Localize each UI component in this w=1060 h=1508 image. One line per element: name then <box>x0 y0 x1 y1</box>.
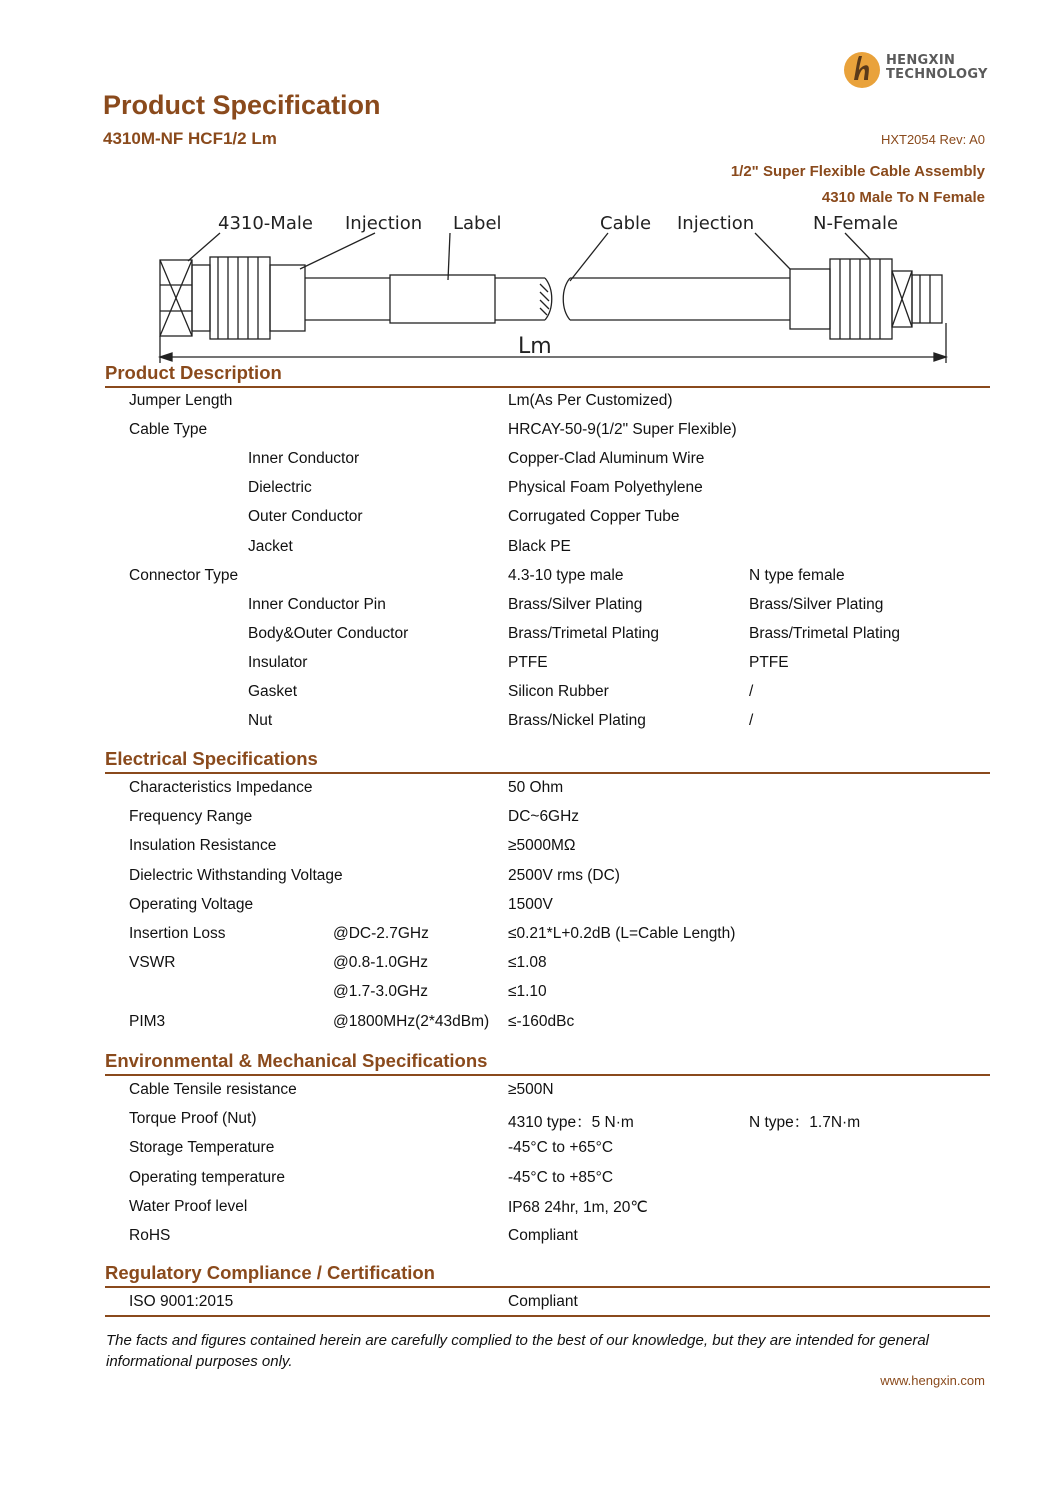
spec-label: PIM3 <box>129 1012 166 1030</box>
spec-label: Connector Type <box>129 566 239 584</box>
spec-label: Body&Outer Conductor <box>248 624 409 642</box>
cable-right <box>563 278 790 320</box>
table-row <box>0 1227 1060 1249</box>
table-row <box>0 508 1060 530</box>
spec-label: Gasket <box>248 683 298 700</box>
spec-value: Lm(As Per Customized) <box>508 392 673 409</box>
table-row <box>0 1081 1060 1103</box>
spec-label: Operating Voltage <box>129 895 254 913</box>
table-row <box>0 1110 1060 1132</box>
table-row <box>0 654 1060 676</box>
spec-condition: @DC-2.7GHz <box>333 925 429 942</box>
spec-label: Frequency Range <box>129 808 253 826</box>
spec-condition: @0.8-1.0GHz <box>333 954 428 972</box>
document-revision: HXT2054 Rev: A0 <box>880 132 985 147</box>
table-row <box>0 712 1060 734</box>
spec-label: Torque Proof (Nut) <box>129 1110 257 1128</box>
leader-line <box>845 233 870 259</box>
label-injection-left: Injection <box>345 213 423 234</box>
company-logo <box>842 48 987 92</box>
table-row <box>0 954 1060 976</box>
section-environmental-mechanical: Environmental & Mechanical Specifications <box>105 1050 990 1076</box>
leader-line <box>300 233 375 269</box>
cable-assembly-drawing <box>100 205 980 370</box>
spec-value: DC~6GHz <box>508 808 580 826</box>
spec-label: Insertion Loss <box>129 925 226 942</box>
spec-label: Jumper Length <box>129 392 233 409</box>
spec-value: ≤0.21*L+0.2dB (L=Cable Length) <box>508 925 736 942</box>
spec-value: 1500V <box>508 895 553 913</box>
table-row <box>0 421 1060 443</box>
model-number: 4310M-NF HCF1/2 Lm <box>103 129 277 148</box>
spec-value-secondary: Brass/Silver Plating <box>749 595 884 613</box>
table-row <box>0 779 1060 801</box>
spec-label: VSWR <box>129 954 176 972</box>
section-regulatory-compliance: Regulatory Compliance / Certification <box>105 1262 990 1288</box>
table-row <box>0 392 1060 414</box>
label-n-female: N-Female <box>813 213 899 234</box>
spec-label: Dielectric Withstanding Voltage <box>129 866 343 884</box>
spec-label: Inner Conductor Pin <box>248 595 386 613</box>
logo-line2: TECHNOLOGY <box>886 67 988 82</box>
label-injection-right: Injection <box>677 213 755 234</box>
spec-value: PTFE <box>508 653 548 671</box>
length-label: Lm <box>518 334 552 359</box>
table-row <box>0 1013 1060 1035</box>
spec-value: 50 Ohm <box>508 779 564 796</box>
spec-value: Silicon Rubber <box>508 683 609 700</box>
spec-value-secondary: N type：1.7N·m <box>749 1114 861 1132</box>
product-subtitle: 1/2" Super Flexible Cable Assembly <box>730 163 985 180</box>
spec-label: Water Proof level <box>129 1197 248 1215</box>
connector-n-female <box>790 259 942 339</box>
spec-value-secondary: / <box>749 712 754 730</box>
spec-value: Brass/Trimetal Plating <box>508 624 660 642</box>
table-row <box>0 567 1060 589</box>
spec-value: Brass/Silver Plating <box>508 595 643 613</box>
product-subtitle-2: 4310 Male To N Female <box>821 189 985 206</box>
connector-4310-male <box>160 257 305 339</box>
spec-value: Corrugated Copper Tube <box>508 508 680 526</box>
spec-label: Cable Tensile resistance <box>129 1081 297 1098</box>
table-row <box>0 683 1060 705</box>
spec-condition: @1.7-3.0GHz <box>333 983 428 1001</box>
spec-value: ≥5000MΩ <box>508 837 576 855</box>
spec-label: Insulation Resistance <box>129 837 277 855</box>
leader-line <box>570 233 608 281</box>
table-row <box>0 1169 1060 1191</box>
label-4310-male: 4310-Male <box>218 213 313 234</box>
spec-value: ≤1.08 <box>508 954 547 972</box>
spec-value: IP68 24hr, 1m, 20℃ <box>508 1198 648 1216</box>
table-row <box>0 596 1060 618</box>
spec-value: ≥500N <box>508 1081 554 1098</box>
table-row <box>0 1198 1060 1220</box>
logo-line1: HENGXIN <box>886 53 956 68</box>
spec-label: Jacket <box>248 537 293 555</box>
table-row <box>0 808 1060 830</box>
spec-value-secondary: N type female <box>749 566 845 584</box>
leader-line <box>448 233 450 280</box>
cable-left <box>305 275 552 323</box>
table-row <box>0 1293 1060 1315</box>
spec-label: Operating temperature <box>129 1168 285 1186</box>
spec-label: ISO 9001:2015 <box>129 1293 234 1310</box>
table-row <box>0 1139 1060 1161</box>
spec-value: 4310 type：5 N·m <box>508 1114 634 1132</box>
spec-value: Brass/Nickel Plating <box>508 712 646 730</box>
spec-value-secondary: Brass/Trimetal Plating <box>749 624 901 642</box>
spec-value: Compliant <box>508 1293 578 1310</box>
table-row <box>0 896 1060 918</box>
label-cable: Cable <box>600 213 652 234</box>
spec-value-secondary: PTFE <box>749 653 789 671</box>
table-row <box>0 538 1060 560</box>
section-electrical-specifications: Electrical Specifications <box>105 748 990 774</box>
spec-value: -45°C to +85°C <box>508 1168 614 1186</box>
spec-value: 4.3-10 type male <box>508 566 624 584</box>
table-row <box>0 837 1060 859</box>
spec-label: Cable Type <box>129 421 208 439</box>
spec-label: Outer Conductor <box>248 508 363 526</box>
spec-value: ≤1.10 <box>508 983 547 1001</box>
spec-value: HRCAY-50-9(1/2" Super Flexible) <box>508 421 737 439</box>
leader-line <box>755 233 790 269</box>
spec-value: Compliant <box>508 1227 578 1244</box>
spec-value: Copper-Clad Aluminum Wire <box>508 450 705 468</box>
spec-label: Insulator <box>248 653 308 671</box>
table-row <box>0 450 1060 472</box>
spec-label: Characteristics Impedance <box>129 779 313 796</box>
table-row <box>0 925 1060 947</box>
page-title: Product Specification <box>103 90 381 120</box>
table-row <box>0 479 1060 501</box>
spec-label: Inner Conductor <box>248 450 360 468</box>
spec-label: Storage Temperature <box>129 1139 275 1157</box>
table-row <box>0 867 1060 889</box>
table-end-rule <box>105 1315 990 1317</box>
table-row <box>0 983 1060 1005</box>
spec-value: Black PE <box>508 537 571 555</box>
spec-condition: @1800MHz(2*43dBm) <box>333 1012 490 1030</box>
label-label: Label <box>453 213 502 234</box>
spec-value: Physical Foam Polyethylene <box>508 479 703 497</box>
disclaimer-text: The facts and figures contained herein are carefully complied to the best of our knowledge, but they are intended for general informational purposes only. <box>106 1332 930 1370</box>
spec-value: 2500V rms (DC) <box>508 866 620 884</box>
website-link[interactable]: www.hengxin.com <box>880 1373 985 1388</box>
spec-value: ≤-160dBc <box>508 1012 575 1030</box>
hengxin-logo-icon <box>842 50 882 90</box>
spec-value: -45°C to +65°C <box>508 1139 614 1157</box>
spec-value-secondary: / <box>749 683 754 700</box>
spec-label: Dielectric <box>248 479 312 497</box>
section-product-description: Product Description <box>105 362 990 388</box>
spec-label: RoHS <box>129 1227 171 1244</box>
spec-label: Nut <box>248 712 273 730</box>
table-row <box>0 625 1060 647</box>
